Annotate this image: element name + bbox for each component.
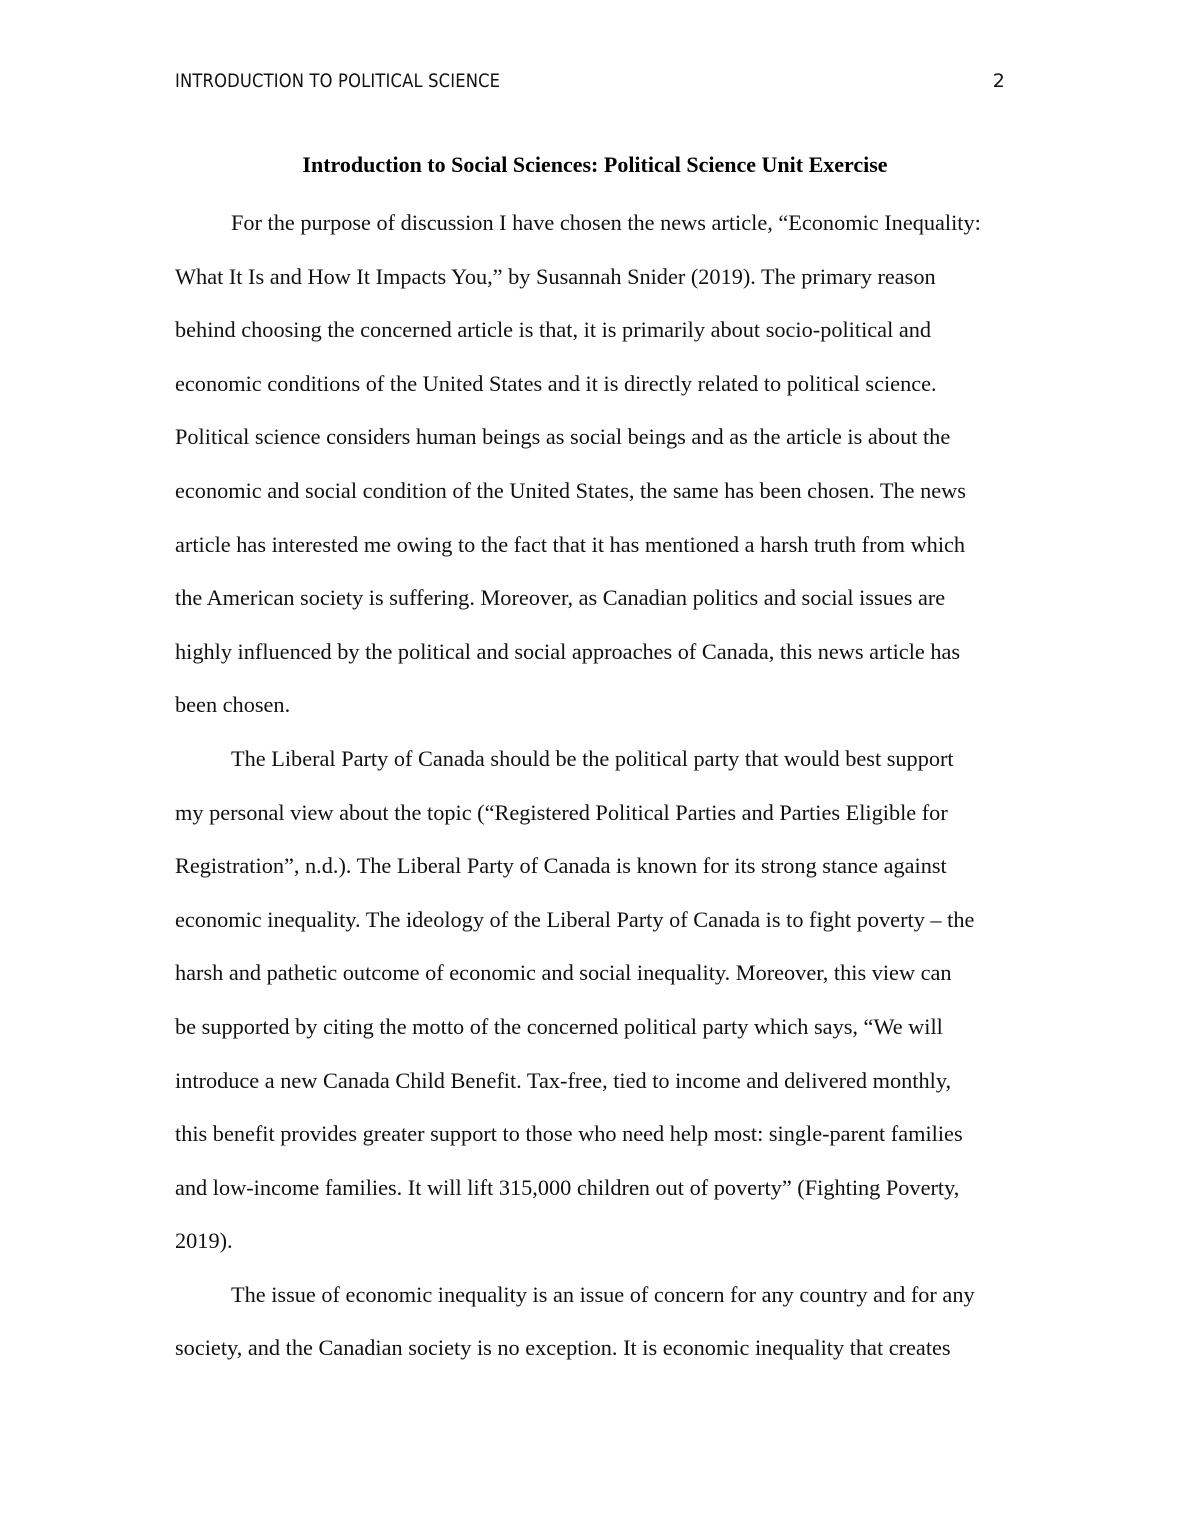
text-line: and low-income families. It will lift 315,000 children out of poverty” (Fighting Poverty,	[175, 1174, 960, 1200]
text-line: Political science considers human beings as social beings and as the article is about the	[175, 424, 951, 450]
text-line: economic conditions of the United States and it is directly related to political science.	[175, 370, 937, 396]
text-line: article has interested me owing to the fact that it has mentioned a harsh truth from which	[175, 531, 966, 557]
text-line: harsh and pathetic outcome of economic and social inequality. Moreover, this view can	[175, 960, 952, 986]
text-line: society, and the Canadian society is no exception. It is economic inequality that creates	[175, 1335, 951, 1361]
text-line: 2019).	[175, 1228, 233, 1254]
running-head-title: INTRODUCTION TO POLITICAL SCIENCE	[175, 70, 501, 92]
text-line: the American society is suffering. Moreover, as Canadian politics and social issues are	[175, 585, 946, 611]
text-line: been chosen.	[175, 692, 291, 718]
text-line: What It Is and How It Impacts You,” by Susannah Snider (2019). The primary reason	[175, 263, 936, 289]
text-line: The issue of economic inequality is an issue of concern for any country and for any	[231, 1281, 975, 1307]
document-title: Introduction to Social Sciences: Political Science Unit Exercise	[302, 152, 888, 177]
text-line: be supported by citing the motto of the concerned political party which says, “We will	[175, 1013, 943, 1039]
paragraph-3	[175, 1268, 1023, 1375]
text-line: Registration”, n.d.). The Liberal Party of Canada is known for its strong stance against	[175, 853, 947, 879]
text-line: economic inequality. The ideology of the Liberal Party of Canada is to fight poverty – the	[175, 906, 975, 932]
paragraph-2	[175, 732, 1023, 1268]
text-line: For the purpose of discussion I have chosen the news article, “Economic Inequality:	[231, 210, 981, 235]
paragraph-1	[175, 196, 1023, 732]
page-number: 2	[992, 70, 1005, 92]
text-line: highly influenced by the political and social approaches of Canada, this news article has	[175, 638, 961, 664]
text-line: introduce a new Canada Child Benefit. Tax-free, tied to income and delivered monthly,	[175, 1067, 952, 1093]
text-line: this benefit provides greater support to those who need help most: single-parent families	[175, 1121, 963, 1147]
text-line: The Liberal Party of Canada should be the political party that would best support	[231, 745, 954, 771]
running-header	[175, 70, 1005, 100]
text-line: behind choosing the concerned article is that, it is primarily about socio-political and	[175, 317, 932, 343]
text-line: my personal view about the topic (“Registered Political Parties and Parties Eligible for	[175, 799, 948, 825]
text-line: economic and social condition of the United States, the same has been chosen. The news	[175, 477, 966, 503]
body-text	[175, 196, 1023, 1375]
